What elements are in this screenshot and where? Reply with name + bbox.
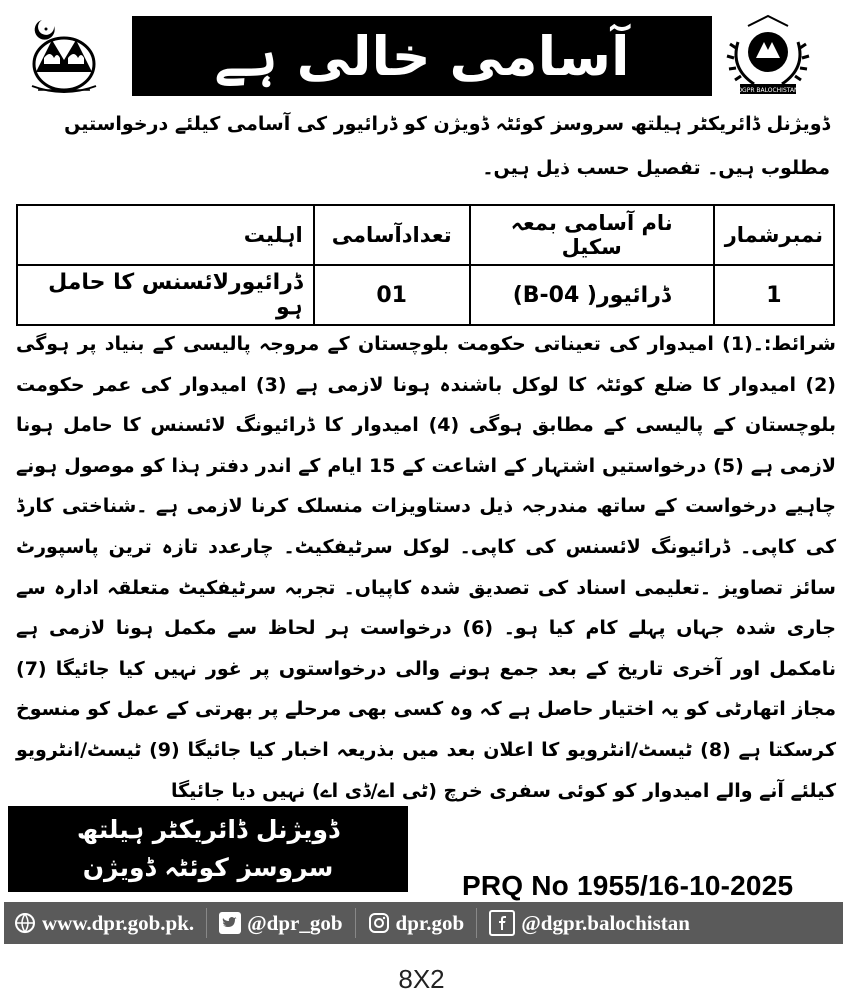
posts-table: [16, 204, 835, 326]
header-count: تعدادآسامی: [314, 205, 470, 265]
balochistan-emblem-logo: [14, 12, 114, 98]
header-qualification: اہلیت: [17, 205, 314, 265]
instagram-icon: [368, 912, 390, 934]
footer-twitter[interactable]: [219, 911, 342, 936]
facebook-icon: [489, 910, 515, 936]
table-header-row: [17, 205, 834, 265]
ad-size-label: 8X2: [398, 964, 445, 994]
prq-number: PRQ No 1955/16-10-2025: [462, 870, 794, 901]
advertisement: [4, 6, 839, 942]
signature-block: [8, 806, 408, 892]
twitter-icon: [219, 912, 241, 934]
instagram-handle[interactable]: dpr.gob: [395, 910, 465, 935]
cell-serial: 1: [714, 265, 834, 325]
footer-divider: [355, 908, 356, 938]
dgpr-logo: [718, 12, 818, 98]
footer-instagram[interactable]: [368, 911, 465, 936]
cell-count: 01: [314, 265, 470, 325]
header-serial: نمبرشمار: [714, 205, 834, 265]
footer-divider: [206, 908, 207, 938]
vacancy-title: آسامی خالی ہے: [214, 24, 630, 88]
dgpr-logo-text: DGPR BALOCHISTAN: [737, 87, 799, 94]
table-row: [17, 265, 834, 325]
cell-qualification: ڈرائیورلائسنس کا حامل ہو: [17, 265, 314, 325]
globe-icon: [14, 912, 36, 934]
signature-line-2: سروسز کوئٹہ ڈویژن: [82, 853, 334, 882]
vacancy-title-banner: [132, 16, 712, 96]
twitter-handle[interactable]: @dpr_gob: [247, 910, 343, 935]
footer-divider: [476, 908, 477, 938]
signature-line-1: ڈویژنل ڈائریکٹر ہیلتھ: [76, 815, 340, 844]
conditions-paragraph: شرائط:۔(1) امیدوار کی تعیناتی حکومت بلوچستان کے مروجہ پالیسی کے بنیاد پر ہوگی (2) امیدوار کا ضلع کوئٹہ کا لوکل باشندہ ہونا لازمی ہے (3) امیدوار کی عمر حکومت بلوچستان کے پالیسی کے مطابق ہوگی (4) امیدوار کا ڈرائیونگ لائسنس کا حامل ہونا لازمی ہے (5) درخواستیں اشتہار کے اشاعت کے 15 ایام کے اندر دفتر ہذا کو موصول ہونے چاہیے درخواست کے ساتھ مندرجہ ذیل دستاویزات منسلک کرنا لازمی ہے ۔شناختی کارڈ کی کاپی۔ ڈرائیونگ لائسنس کی کاپی۔ لوکل سرٹیفکیٹ۔ چارعدد تازہ ترین پاسپورٹ سائز تصاویز ۔تعلیمی اسناد کی تصدیق شدہ کاپیاں۔ تجربہ سرٹیفکیٹ متعلقہ ادارہ سے جاری شدہ جہاں پہلے کام کیا ہو۔ (6) درخواست ہر لحاظ سے مکمل ہونا لازمی ہے نامکمل اور آخری تاریخ کے بعد جمع ہونے والی درخواستوں پر غور نہیں کیا جائیگا (7) مجاز اتھارٹی کو یہ اختیار حاصل ہے کہ وہ کسی بھی مرحلے پر بھرتی کے عمل کو منسوخ کرسکتا ہے (8) ٹیسٹ/انٹرویو کا اعلان بعد میں بذریعہ اخبار کیا جائیگا (9) ٹیسٹ/انٹرویو کیلئے آنے والے امیدوار کو کوئی سفری خرچ (ٹی اے/ڈی اے) نہیں دیا جائیگا: [16, 333, 837, 802]
footer-facebook[interactable]: [489, 910, 690, 936]
header-post-name: نام آسامی بمعہ سکیل: [470, 205, 714, 265]
intro-paragraph: ڈویژنل ڈائریکٹر ہیلتھ سروسز کوئٹہ ڈویژن کو ڈرائیور کی آسامی کیلئے درخواستیں مطلوب ہیں۔ تفصیل حسب ذیل ہیں۔: [64, 113, 830, 179]
footer-social-bar: [4, 902, 843, 944]
cell-post-name: ڈرائیور( B-04): [470, 265, 714, 325]
footer-website[interactable]: [14, 911, 194, 936]
facebook-handle[interactable]: @dgpr.balochistan: [521, 910, 690, 935]
website-link[interactable]: www.dpr.gob.pk.: [42, 910, 195, 935]
